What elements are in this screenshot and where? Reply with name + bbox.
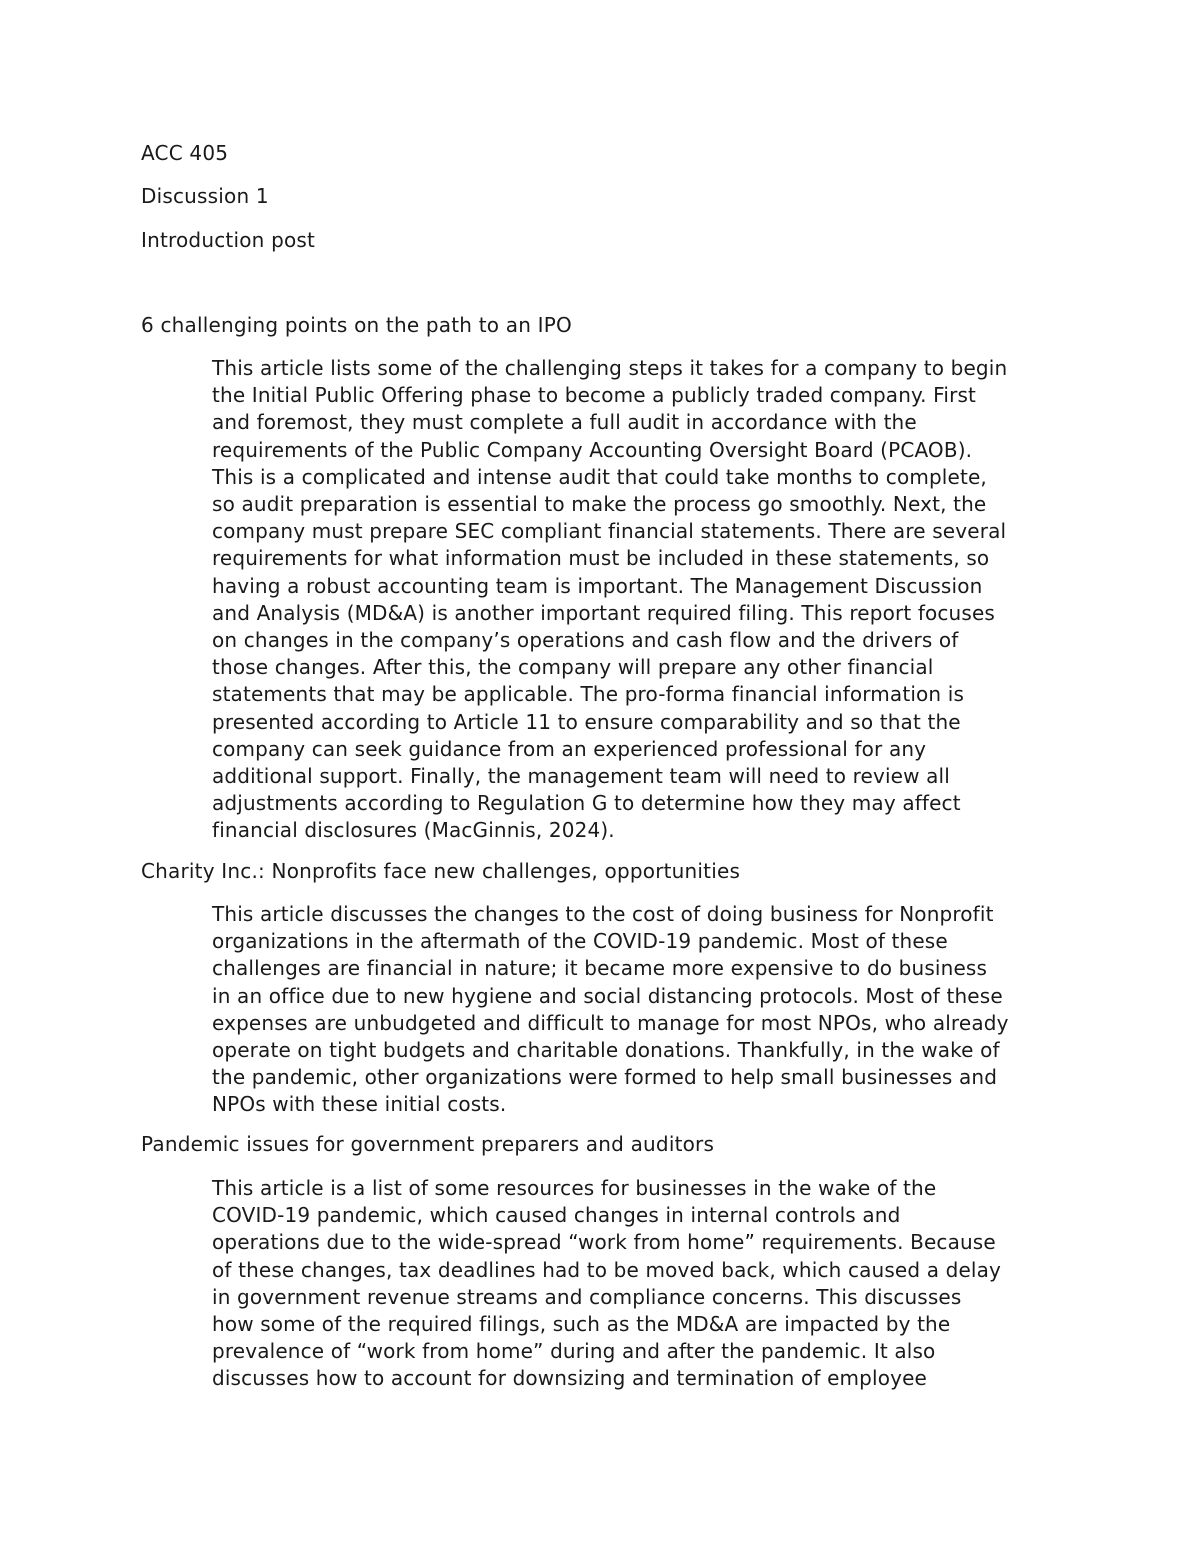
- paragraph-line: having a robust accounting team is important. The Management Discussion: [212, 573, 983, 598]
- paragraph-line: statements that may be applicable. The pro-forma financial information is: [212, 682, 965, 707]
- paragraph-line: operate on tight budgets and charitable donations. Thankfully, in the wake of: [212, 1038, 1000, 1063]
- article-summary-paragraph: [212, 901, 1072, 1119]
- paragraph-line: This is a complicated and intense audit that could take months to complete,: [212, 464, 987, 489]
- paragraph-line: This article discusses the changes to the cost of doing business for Nonprofit: [212, 902, 994, 926]
- paragraph-line: requirements of the Public Company Accounting Oversight Board (PCAOB).: [212, 437, 973, 462]
- paragraph-line: adjustments according to Regulation G to determine how they may affect: [212, 791, 961, 816]
- paragraph-line: This article is a list of some resources for businesses in the wake of the: [212, 1176, 937, 1200]
- paragraph-line: NPOs with these initial costs.: [212, 1092, 507, 1117]
- paragraph-line: requirements for what information must be included in these statements, so: [212, 546, 990, 571]
- paragraph-line: in an office due to new hygiene and social distancing protocols. Most of these: [212, 983, 1003, 1008]
- course-code: ACC 405: [141, 141, 229, 165]
- paragraph-line: company can seek guidance from an experienced professional for any: [212, 736, 927, 761]
- paragraph-line: financial disclosures (MacGinnis, 2024).: [212, 818, 615, 843]
- paragraph-line: and foremost, they must complete a full audit in accordance with the: [212, 410, 917, 435]
- paragraph-line: This article lists some of the challenging steps it takes for a company to begin: [212, 356, 1008, 380]
- paragraph-line: and Analysis (MD&A) is another important required filing. This report focuses: [212, 600, 995, 625]
- paragraph-line: operations due to the wide-spread “work from home” requirements. Because: [212, 1230, 996, 1255]
- paragraph-line: presented according to Article 11 to ensure comparability and so that the: [212, 709, 961, 734]
- paragraph-line: of these changes, tax deadlines had to be moved back, which caused a delay: [212, 1257, 1002, 1282]
- paragraph-line: prevalence of “work from home” during and after the pandemic. It also: [212, 1339, 936, 1364]
- paragraph-line: the Initial Public Offering phase to become a publicly traded company. First: [212, 383, 977, 408]
- article-heading: 6 challenging points on the path to an IPO: [141, 313, 572, 337]
- paragraph-line: expenses are unbudgeted and difficult to manage for most NPOs, who already: [212, 1010, 1009, 1035]
- article-summary-paragraph: [212, 355, 1072, 845]
- paragraph-line: company must prepare SEC compliant financial statements. There are several: [212, 519, 1007, 544]
- post-type-label: Introduction post: [141, 228, 316, 252]
- paragraph-line: COVID-19 pandemic, which caused changes in internal controls and: [212, 1203, 901, 1228]
- paragraph-line: additional support. Finally, the management team will need to review all: [212, 764, 950, 789]
- paragraph-line: how some of the required filings, such as the MD&A are impacted by the: [212, 1312, 951, 1337]
- discussion-label: Discussion 1: [141, 184, 269, 208]
- paragraph-line: the pandemic, other organizations were formed to help small businesses and: [212, 1065, 998, 1090]
- paragraph-line: those changes. After this, the company will prepare any other financial: [212, 655, 934, 680]
- article-heading: Charity Inc.: Nonprofits face new challenges, opportunities: [141, 859, 741, 883]
- paragraph-line: so audit preparation is essential to make the process go smoothly. Next, the: [212, 492, 987, 517]
- article-summary-paragraph: [212, 1175, 1072, 1393]
- paragraph-line: organizations in the aftermath of the COVID-19 pandemic. Most of these: [212, 929, 948, 954]
- paragraph-line: in government revenue streams and compliance concerns. This discusses: [212, 1284, 962, 1309]
- paragraph-line: on changes in the company’s operations and cash flow and the drivers of: [212, 628, 959, 653]
- paragraph-line: challenges are financial in nature; it became more expensive to do business: [212, 956, 988, 981]
- article-heading: Pandemic issues for government preparers and auditors: [141, 1132, 715, 1156]
- paragraph-line: discusses how to account for downsizing and termination of employee: [212, 1366, 927, 1391]
